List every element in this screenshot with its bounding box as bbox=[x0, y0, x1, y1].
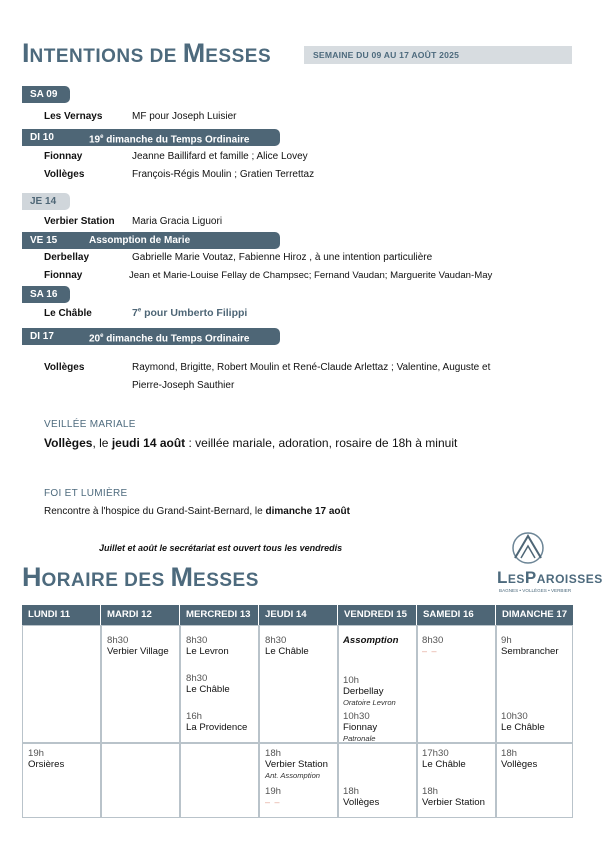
day-tab-di17: DI 17 20e dimanche du Temps Ordinaire bbox=[22, 328, 280, 345]
logo-mountain-icon bbox=[497, 530, 575, 572]
mass-entry: 16h La Providence bbox=[186, 711, 248, 733]
day-tab-sa09: SA 09 bbox=[22, 86, 70, 103]
col-header-dimanche: DIMANCHE 17 bbox=[496, 605, 573, 625]
place-label: Verbier Station bbox=[44, 216, 115, 227]
mass-entry: 18h Verbier Station bbox=[422, 786, 485, 808]
mass-entry: 17h30 Le Châble bbox=[422, 748, 466, 770]
mass-entry: 10h30 Fionnay Patronale bbox=[343, 711, 378, 743]
mass-entry: 8h30 – – bbox=[422, 635, 444, 656]
day-subtitle: Assomption de Marie bbox=[89, 235, 191, 246]
logo bbox=[497, 530, 603, 600]
schedule-title: HORAIRE DES MESSES bbox=[22, 562, 259, 592]
mass-entry: 10h30 Le Châble bbox=[501, 711, 545, 733]
intention-text: Maria Gracia Liguori bbox=[132, 216, 223, 227]
intention-text: Gabrielle Marie Voutaz, Fabienne Hiroz , à une intention particulière bbox=[132, 252, 433, 263]
place-label: Fionnay bbox=[44, 270, 83, 281]
intention-text: Pierre-Joseph Sauthier bbox=[132, 380, 235, 391]
cell bbox=[180, 743, 259, 818]
cell bbox=[101, 743, 180, 818]
day-subtitle: 19e dimanche du Temps Ordinaire bbox=[89, 134, 250, 146]
mass-entry: 18h Vollèges bbox=[501, 748, 538, 770]
schedule-table bbox=[22, 605, 573, 818]
intention-text: Raymond, Brigitte, Robert Moulin et René-Claude Arlettaz ; Valentine, Auguste et bbox=[132, 362, 491, 373]
day-tab-ve15: VE 15 Assomption de Marie bbox=[22, 232, 280, 249]
col-header-vendredi: VENDREDI 15 bbox=[338, 605, 416, 625]
mass-entry: 8h30 Le Levron bbox=[186, 635, 229, 657]
place-label: Derbellay bbox=[44, 252, 90, 263]
intention-text: MF pour Joseph Luisier bbox=[132, 111, 237, 122]
mass-entry: 18h Vollèges bbox=[343, 786, 380, 808]
day-tab-di10: DI 10 19e dimanche du Temps Ordinaire bbox=[22, 129, 280, 146]
logo-tagline: BAGNES • VOLLÈGES • VERBIER bbox=[499, 588, 572, 593]
week-banner: SEMAINE DU 09 AU 17 AOÛT 2025 bbox=[304, 46, 572, 64]
mass-entry: 19h Orsières bbox=[28, 748, 65, 770]
intention-text: Jean et Marie-Louise Fellay de Champsec; Fernand Vaudan; Marguerite Vaudan-May bbox=[129, 270, 493, 281]
intention-text: 7e pour Umberto Filippi bbox=[132, 307, 248, 319]
foi-heading: FOI ET LUMIÈRE bbox=[44, 488, 128, 499]
mass-entry: 8h30 Le Châble bbox=[265, 635, 309, 657]
page-title: INTENTIONS DE MESSES bbox=[22, 38, 272, 68]
mass-entry: 8h30 Le Châble bbox=[186, 673, 230, 695]
day-tab-je14: JE 14 bbox=[22, 193, 70, 210]
mass-entry: 9h Sembrancher bbox=[501, 635, 559, 657]
cell bbox=[22, 625, 101, 743]
mass-entry: 8h30 Verbier Village bbox=[107, 635, 169, 657]
col-header-samedi: SAMEDI 16 bbox=[417, 605, 495, 625]
col-header-mardi: MARDI 12 bbox=[101, 605, 179, 625]
veillee-heading: VEILLÉE MARIALE bbox=[44, 419, 136, 430]
col-header-mercredi: MERCREDI 13 bbox=[180, 605, 258, 625]
intention-text: François-Régis Moulin ; Gratien Terrettaz bbox=[132, 169, 315, 180]
foi-text: Rencontre à l'hospice du Grand-Saint-Bernard, le dimanche 17 août bbox=[44, 506, 350, 517]
secretariat-note: Juillet et août le secrétariat est ouvert tous les vendredis bbox=[99, 543, 343, 553]
day-tab-sa16: SA 16 bbox=[22, 286, 70, 303]
mass-entry: 18h Verbier Station Ant. Assomption bbox=[265, 748, 328, 780]
place-label: Fionnay bbox=[44, 151, 83, 162]
place-label: Le Châble bbox=[44, 308, 92, 319]
place-label: Vollèges bbox=[44, 362, 85, 373]
assomption-heading: Assomption bbox=[343, 635, 399, 646]
mass-entry: 10h Derbellay Oratoire Levron bbox=[343, 675, 396, 707]
place-label: Vollèges bbox=[44, 169, 85, 180]
place-label: Les Vernays bbox=[44, 111, 103, 122]
logo-name: LESPAROISSES bbox=[497, 568, 603, 587]
mass-entry: 19h – – bbox=[265, 786, 282, 807]
veillee-text: Vollèges, le jeudi 14 août : veillée mariale, adoration, rosaire de 18h à minuit bbox=[44, 436, 458, 450]
col-header-lundi: LUNDI 11 bbox=[22, 605, 100, 625]
intention-text: Jeanne Baillifard et famille ; Alice Lovey bbox=[132, 151, 308, 162]
col-header-jeudi: JEUDI 14 bbox=[259, 605, 337, 625]
day-subtitle: 20e dimanche du Temps Ordinaire bbox=[89, 333, 250, 345]
